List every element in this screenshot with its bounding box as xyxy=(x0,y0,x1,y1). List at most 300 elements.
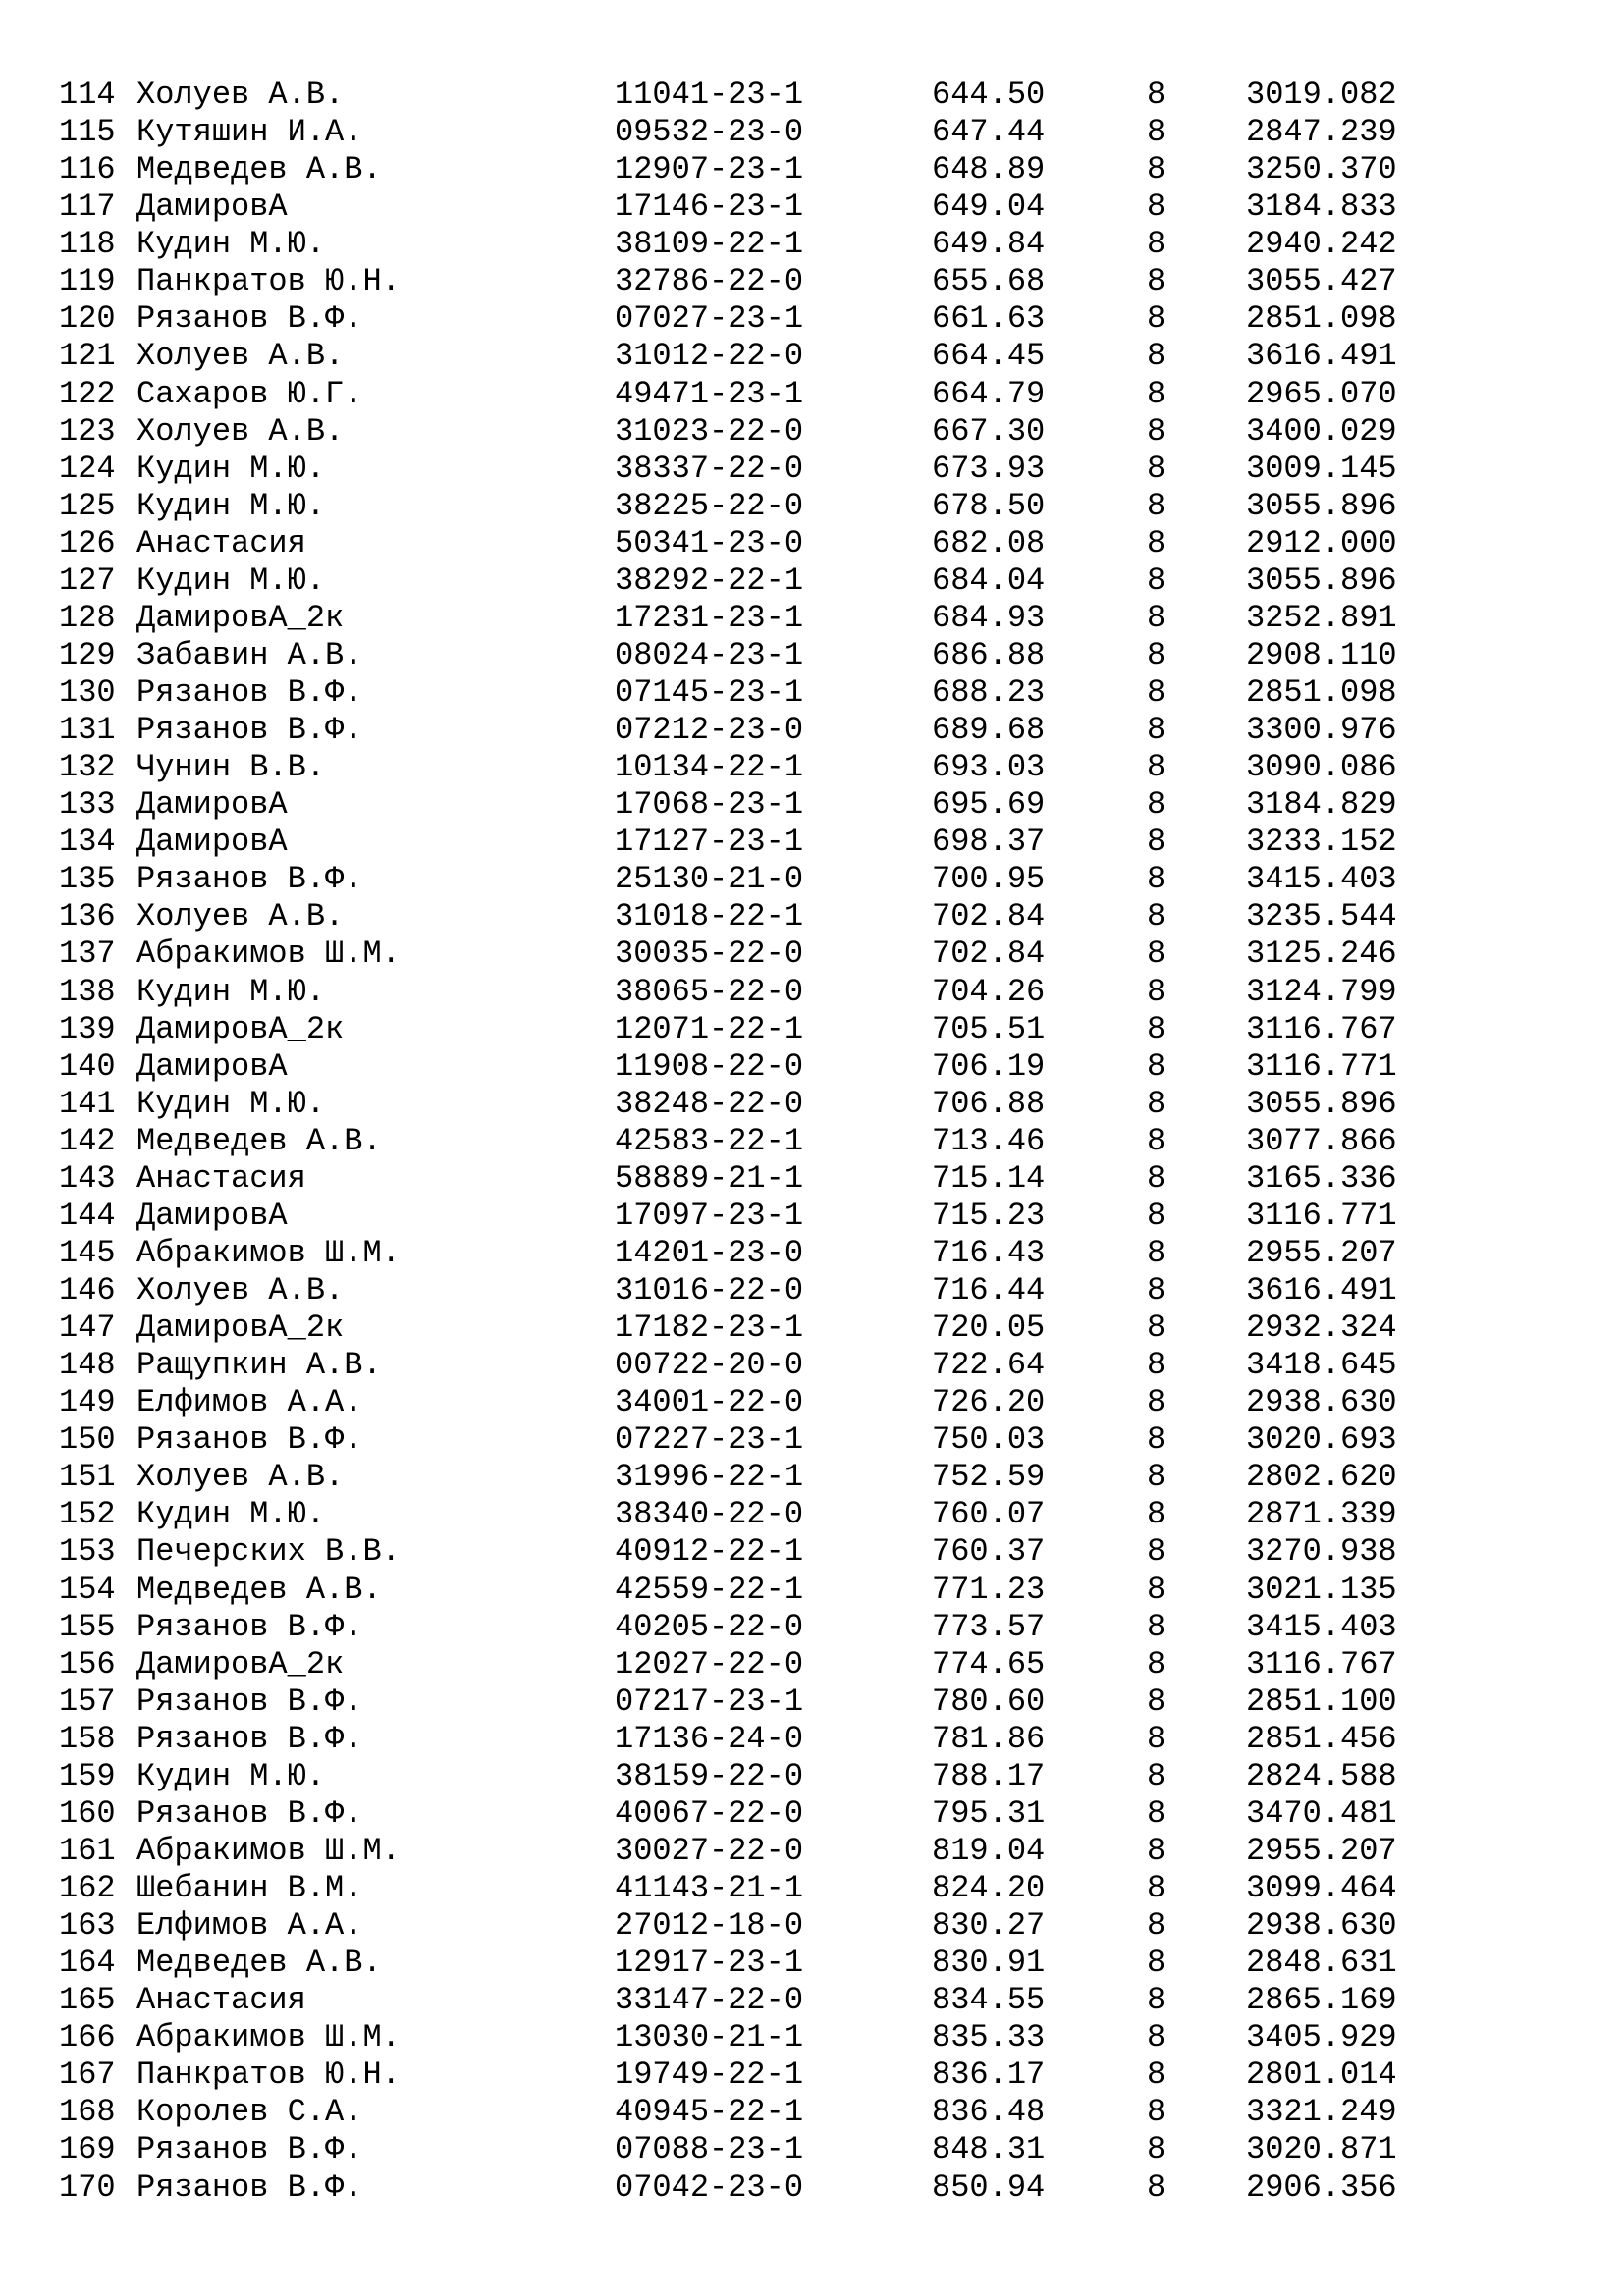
row-value: 715.14 xyxy=(932,1159,1046,1197)
list-item xyxy=(0,77,1624,114)
row-count: 8 xyxy=(1147,226,1166,263)
row-value: 649.84 xyxy=(932,226,1046,263)
list-item xyxy=(0,1646,1624,1683)
row-name: ДамировА_2к xyxy=(136,1645,345,1682)
row-name: ДамировА xyxy=(136,1047,288,1085)
row-name: Кудин М.Ю. xyxy=(136,561,326,599)
row-total: 2851.100 xyxy=(1246,1682,1397,1720)
list-item xyxy=(0,749,1624,786)
row-name: Медведев А.В. xyxy=(136,1122,382,1159)
row-value: 644.50 xyxy=(932,77,1046,113)
list-item xyxy=(0,1945,1624,1982)
row-count: 8 xyxy=(1147,973,1166,1010)
row-name: ДамировА xyxy=(136,786,288,824)
row-name: Кудин М.Ю. xyxy=(136,450,326,487)
row-number: 158 xyxy=(59,1720,116,1757)
row-code: 17146-23-1 xyxy=(615,188,804,226)
row-code: 42559-22-1 xyxy=(615,1571,804,1608)
row-number: 169 xyxy=(59,2131,116,2168)
row-name: Кудин М.Ю. xyxy=(136,1496,326,1533)
list-item xyxy=(0,1011,1624,1048)
list-item xyxy=(0,1982,1624,2019)
row-value: 695.69 xyxy=(932,786,1046,824)
list-item xyxy=(0,525,1624,562)
row-code: 41143-21-1 xyxy=(615,1870,804,1906)
row-count: 8 xyxy=(1147,487,1166,524)
row-count: 8 xyxy=(1147,1608,1166,1645)
row-count: 8 xyxy=(1147,1757,1166,1794)
list-item xyxy=(0,1533,1624,1571)
row-value: 649.04 xyxy=(932,188,1046,226)
row-value: 716.43 xyxy=(932,1234,1046,1271)
list-item xyxy=(0,600,1624,637)
row-code: 25130-21-0 xyxy=(615,861,804,898)
row-code: 12071-22-1 xyxy=(615,1010,804,1047)
row-number: 166 xyxy=(59,2019,116,2056)
row-total: 2851.456 xyxy=(1246,1720,1397,1757)
row-total: 2847.239 xyxy=(1246,114,1397,151)
row-count: 8 xyxy=(1147,1945,1166,1982)
row-code: 12917-23-1 xyxy=(615,1945,804,1982)
row-total: 2940.242 xyxy=(1246,226,1397,263)
row-number: 137 xyxy=(59,935,116,973)
row-value: 684.04 xyxy=(932,561,1046,599)
row-value: 689.68 xyxy=(932,712,1046,749)
list-item xyxy=(0,2169,1624,2207)
row-name: Рязанов В.Ф. xyxy=(136,1421,363,1459)
row-name: Рязанов В.Ф. xyxy=(136,2168,363,2206)
row-total: 3009.145 xyxy=(1246,450,1397,487)
row-total: 3300.976 xyxy=(1246,712,1397,749)
row-code: 07217-23-1 xyxy=(615,1682,804,1720)
row-count: 8 xyxy=(1147,1571,1166,1608)
list-item xyxy=(0,898,1624,935)
list-item xyxy=(0,2019,1624,2056)
row-count: 8 xyxy=(1147,1272,1166,1308)
row-code: 38159-22-0 xyxy=(615,1757,804,1794)
row-value: 684.93 xyxy=(932,599,1046,636)
row-code: 11041-23-1 xyxy=(615,77,804,113)
row-total: 2851.098 xyxy=(1246,674,1397,711)
row-number: 120 xyxy=(59,300,116,338)
row-value: 726.20 xyxy=(932,1384,1046,1421)
row-total: 3233.152 xyxy=(1246,824,1397,861)
row-count: 8 xyxy=(1147,561,1166,599)
row-code: 42583-22-1 xyxy=(615,1122,804,1159)
row-name: Рязанов В.Ф. xyxy=(136,300,363,338)
row-total: 3020.871 xyxy=(1246,2131,1397,2168)
row-value: 819.04 xyxy=(932,1832,1046,1869)
row-total: 3099.464 xyxy=(1246,1870,1397,1906)
row-value: 693.03 xyxy=(932,749,1046,786)
row-name: Рязанов В.Ф. xyxy=(136,712,363,749)
row-name: Медведев А.В. xyxy=(136,1571,382,1608)
row-total: 3116.767 xyxy=(1246,1010,1397,1047)
row-name: Кудин М.Ю. xyxy=(136,226,326,263)
row-number: 130 xyxy=(59,674,116,711)
row-name: Медведев А.В. xyxy=(136,151,382,188)
row-value: 752.59 xyxy=(932,1459,1046,1496)
list-item xyxy=(0,1870,1624,1907)
row-name: Кудин М.Ю. xyxy=(136,1085,326,1122)
row-number: 146 xyxy=(59,1272,116,1308)
row-total: 2851.098 xyxy=(1246,300,1397,338)
row-name: ДамировА xyxy=(136,824,288,861)
row-number: 151 xyxy=(59,1459,116,1496)
row-code: 38065-22-0 xyxy=(615,973,804,1010)
row-number: 142 xyxy=(59,1122,116,1159)
row-value: 830.91 xyxy=(932,1945,1046,1982)
list-item xyxy=(0,1123,1624,1160)
row-total: 3415.403 xyxy=(1246,861,1397,898)
row-count: 8 xyxy=(1147,2168,1166,2206)
row-count: 8 xyxy=(1147,712,1166,749)
row-count: 8 xyxy=(1147,2056,1166,2094)
row-code: 31012-22-0 xyxy=(615,338,804,375)
row-total: 3405.929 xyxy=(1246,2019,1397,2056)
row-value: 780.60 xyxy=(932,1682,1046,1720)
list-item xyxy=(0,1572,1624,1609)
row-value: 760.37 xyxy=(932,1533,1046,1571)
list-item xyxy=(0,861,1624,898)
row-total: 3235.544 xyxy=(1246,898,1397,935)
row-count: 8 xyxy=(1147,1085,1166,1122)
row-count: 8 xyxy=(1147,674,1166,711)
row-code: 40067-22-0 xyxy=(615,1794,804,1832)
row-count: 8 xyxy=(1147,1122,1166,1159)
list-item xyxy=(0,1758,1624,1795)
list-item xyxy=(0,151,1624,188)
row-total: 2938.630 xyxy=(1246,1907,1397,1945)
row-count: 8 xyxy=(1147,1832,1166,1869)
row-count: 8 xyxy=(1147,412,1166,450)
row-value: 760.07 xyxy=(932,1496,1046,1533)
row-total: 2955.207 xyxy=(1246,1832,1397,1869)
list-item xyxy=(0,488,1624,525)
row-count: 8 xyxy=(1147,1720,1166,1757)
list-item xyxy=(0,637,1624,674)
row-number: 153 xyxy=(59,1533,116,1571)
row-total: 3055.896 xyxy=(1246,561,1397,599)
row-name: Кудин М.Ю. xyxy=(136,1757,326,1794)
row-count: 8 xyxy=(1147,1159,1166,1197)
list-item xyxy=(0,1421,1624,1459)
row-number: 131 xyxy=(59,712,116,749)
row-code: 12907-23-1 xyxy=(615,151,804,188)
row-count: 8 xyxy=(1147,1794,1166,1832)
row-code: 17097-23-1 xyxy=(615,1197,804,1234)
row-name: Чунин В.В. xyxy=(136,749,326,786)
row-total: 3252.891 xyxy=(1246,599,1397,636)
row-code: 08024-23-1 xyxy=(615,636,804,673)
row-count: 8 xyxy=(1147,1197,1166,1234)
row-name: Холуев А.В. xyxy=(136,77,345,113)
row-value: 835.33 xyxy=(932,2019,1046,2056)
row-name: Королев С.А. xyxy=(136,2094,363,2131)
row-number: 141 xyxy=(59,1085,116,1122)
row-name: Холуев А.В. xyxy=(136,898,345,935)
list-item xyxy=(0,2094,1624,2131)
row-code: 31018-22-1 xyxy=(615,898,804,935)
row-name: Холуев А.В. xyxy=(136,1272,345,1308)
row-value: 722.64 xyxy=(932,1347,1046,1384)
row-number: 165 xyxy=(59,1982,116,2019)
row-code: 38248-22-0 xyxy=(615,1085,804,1122)
list-item xyxy=(0,935,1624,973)
row-number: 114 xyxy=(59,77,116,113)
row-count: 8 xyxy=(1147,263,1166,300)
row-code: 17231-23-1 xyxy=(615,599,804,636)
list-item xyxy=(0,1309,1624,1347)
row-count: 8 xyxy=(1147,375,1166,412)
row-name: Абракимов Ш.М. xyxy=(136,2019,401,2056)
row-count: 8 xyxy=(1147,1010,1166,1047)
row-value: 678.50 xyxy=(932,487,1046,524)
row-name: Холуев А.В. xyxy=(136,338,345,375)
row-total: 3090.086 xyxy=(1246,749,1397,786)
row-total: 2906.356 xyxy=(1246,2168,1397,2206)
row-value: 706.19 xyxy=(932,1047,1046,1085)
row-name: Рязанов В.Ф. xyxy=(136,1682,363,1720)
row-code: 09532-23-0 xyxy=(615,114,804,151)
row-number: 140 xyxy=(59,1047,116,1085)
row-number: 143 xyxy=(59,1159,116,1197)
row-name: ДамировА xyxy=(136,1197,288,1234)
row-code: 31996-22-1 xyxy=(615,1459,804,1496)
row-total: 3616.491 xyxy=(1246,1272,1397,1308)
row-number: 134 xyxy=(59,824,116,861)
row-value: 702.84 xyxy=(932,898,1046,935)
list-item xyxy=(0,974,1624,1011)
list-item xyxy=(0,300,1624,338)
row-code: 19749-22-1 xyxy=(615,2056,804,2094)
row-code: 13030-21-1 xyxy=(615,2019,804,2056)
row-value: 661.63 xyxy=(932,300,1046,338)
row-count: 8 xyxy=(1147,935,1166,973)
row-number: 115 xyxy=(59,114,116,151)
row-code: 31023-22-0 xyxy=(615,412,804,450)
list-item xyxy=(0,338,1624,375)
row-total: 2912.000 xyxy=(1246,524,1397,561)
row-total: 3321.249 xyxy=(1246,2094,1397,2131)
row-value: 688.23 xyxy=(932,674,1046,711)
row-value: 795.31 xyxy=(932,1794,1046,1832)
row-name: ДамировА xyxy=(136,188,288,226)
row-count: 8 xyxy=(1147,898,1166,935)
row-name: Абракимов Ш.М. xyxy=(136,1832,401,1869)
list-item xyxy=(0,226,1624,263)
row-name: Рязанов В.Ф. xyxy=(136,1720,363,1757)
row-value: 715.23 xyxy=(932,1197,1046,1234)
row-number: 124 xyxy=(59,450,116,487)
row-code: 38292-22-1 xyxy=(615,561,804,599)
row-value: 781.86 xyxy=(932,1720,1046,1757)
row-count: 8 xyxy=(1147,77,1166,113)
row-number: 133 xyxy=(59,786,116,824)
row-count: 8 xyxy=(1147,1047,1166,1085)
row-code: 50341-23-0 xyxy=(615,524,804,561)
list-item xyxy=(0,188,1624,226)
row-name: Анастасия xyxy=(136,524,306,561)
row-code: 30027-22-0 xyxy=(615,1832,804,1869)
row-count: 8 xyxy=(1147,2094,1166,2131)
list-item xyxy=(0,1347,1624,1384)
row-count: 8 xyxy=(1147,1682,1166,1720)
row-count: 8 xyxy=(1147,1870,1166,1906)
row-number: 152 xyxy=(59,1496,116,1533)
list-item xyxy=(0,1048,1624,1086)
row-value: 655.68 xyxy=(932,263,1046,300)
row-name: Печерских В.В. xyxy=(136,1533,401,1571)
row-total: 3616.491 xyxy=(1246,338,1397,375)
row-code: 33147-22-0 xyxy=(615,1982,804,2019)
row-count: 8 xyxy=(1147,524,1166,561)
row-code: 58889-21-1 xyxy=(615,1159,804,1197)
row-number: 155 xyxy=(59,1608,116,1645)
row-total: 3415.403 xyxy=(1246,1608,1397,1645)
row-value: 836.17 xyxy=(932,2056,1046,2094)
row-name: Кутяшин И.А. xyxy=(136,114,363,151)
row-number: 122 xyxy=(59,375,116,412)
row-name: Холуев А.В. xyxy=(136,412,345,450)
row-number: 121 xyxy=(59,338,116,375)
row-number: 168 xyxy=(59,2094,116,2131)
row-count: 8 xyxy=(1147,1982,1166,2019)
row-name: Медведев А.В. xyxy=(136,1945,382,1982)
row-count: 8 xyxy=(1147,749,1166,786)
row-total: 3400.029 xyxy=(1246,412,1397,450)
row-name: Рязанов В.Ф. xyxy=(136,861,363,898)
row-name: Рязанов В.Ф. xyxy=(136,1794,363,1832)
row-total: 3116.767 xyxy=(1246,1645,1397,1682)
row-name: Елфимов А.А. xyxy=(136,1907,363,1945)
row-number: 127 xyxy=(59,561,116,599)
row-name: Холуев А.В. xyxy=(136,1459,345,1496)
row-value: 720.05 xyxy=(932,1309,1046,1347)
row-code: 40205-22-0 xyxy=(615,1608,804,1645)
row-code: 07088-23-1 xyxy=(615,2131,804,2168)
row-code: 34001-22-0 xyxy=(615,1384,804,1421)
row-number: 154 xyxy=(59,1571,116,1608)
list-item xyxy=(0,2056,1624,2094)
row-number: 144 xyxy=(59,1197,116,1234)
row-number: 145 xyxy=(59,1234,116,1271)
row-code: 14201-23-0 xyxy=(615,1234,804,1271)
row-name: Анастасия xyxy=(136,1159,306,1197)
list-item xyxy=(0,1609,1624,1646)
row-count: 8 xyxy=(1147,2019,1166,2056)
row-code: 12027-22-0 xyxy=(615,1645,804,1682)
row-count: 8 xyxy=(1147,114,1166,151)
row-number: 161 xyxy=(59,1832,116,1869)
row-value: 716.44 xyxy=(932,1272,1046,1308)
row-total: 2824.588 xyxy=(1246,1757,1397,1794)
row-value: 850.94 xyxy=(932,2168,1046,2206)
row-count: 8 xyxy=(1147,1645,1166,1682)
list-item xyxy=(0,1683,1624,1721)
row-value: 698.37 xyxy=(932,824,1046,861)
row-number: 170 xyxy=(59,2168,116,2206)
row-total: 3055.427 xyxy=(1246,263,1397,300)
list-item xyxy=(0,1795,1624,1833)
row-name: ДамировА_2к xyxy=(136,1309,345,1347)
row-code: 07027-23-1 xyxy=(615,300,804,338)
row-number: 128 xyxy=(59,599,116,636)
row-total: 2802.620 xyxy=(1246,1459,1397,1496)
list-item xyxy=(0,114,1624,151)
row-value: 774.65 xyxy=(932,1645,1046,1682)
row-code: 17127-23-1 xyxy=(615,824,804,861)
row-value: 824.20 xyxy=(932,1870,1046,1906)
row-total: 3270.938 xyxy=(1246,1533,1397,1571)
row-code: 38340-22-0 xyxy=(615,1496,804,1533)
row-number: 118 xyxy=(59,226,116,263)
row-total: 3125.246 xyxy=(1246,935,1397,973)
row-count: 8 xyxy=(1147,636,1166,673)
row-count: 8 xyxy=(1147,2131,1166,2168)
row-value: 648.89 xyxy=(932,151,1046,188)
row-total: 3184.829 xyxy=(1246,786,1397,824)
row-value: 682.08 xyxy=(932,524,1046,561)
row-value: 771.23 xyxy=(932,1571,1046,1608)
row-number: 160 xyxy=(59,1794,116,1832)
row-count: 8 xyxy=(1147,1459,1166,1496)
row-name: Шебанин В.М. xyxy=(136,1870,363,1906)
row-value: 750.03 xyxy=(932,1421,1046,1459)
list-item xyxy=(0,1272,1624,1309)
row-code: 11908-22-0 xyxy=(615,1047,804,1085)
row-number: 123 xyxy=(59,412,116,450)
row-number: 116 xyxy=(59,151,116,188)
row-code: 07145-23-1 xyxy=(615,674,804,711)
list-item xyxy=(0,1907,1624,1945)
row-total: 3116.771 xyxy=(1246,1047,1397,1085)
row-code: 07227-23-1 xyxy=(615,1421,804,1459)
row-name: Ращупкин А.В. xyxy=(136,1347,382,1384)
row-total: 2848.631 xyxy=(1246,1945,1397,1982)
row-value: 830.27 xyxy=(932,1907,1046,1945)
row-total: 3019.082 xyxy=(1246,77,1397,113)
list-item xyxy=(0,1496,1624,1533)
row-value: 705.51 xyxy=(932,1010,1046,1047)
row-code: 38225-22-0 xyxy=(615,487,804,524)
row-number: 164 xyxy=(59,1945,116,1982)
row-count: 8 xyxy=(1147,861,1166,898)
row-count: 8 xyxy=(1147,786,1166,824)
list-item xyxy=(0,1721,1624,1758)
row-count: 8 xyxy=(1147,300,1166,338)
row-code: 32786-22-0 xyxy=(615,263,804,300)
row-code: 40912-22-1 xyxy=(615,1533,804,1571)
row-count: 8 xyxy=(1147,1234,1166,1271)
row-value: 788.17 xyxy=(932,1757,1046,1794)
row-number: 157 xyxy=(59,1682,116,1720)
row-name: Абракимов Ш.М. xyxy=(136,1234,401,1271)
row-name: ДамировА_2к xyxy=(136,1010,345,1047)
row-total: 2908.110 xyxy=(1246,636,1397,673)
row-value: 704.26 xyxy=(932,973,1046,1010)
row-number: 117 xyxy=(59,188,116,226)
row-value: 700.95 xyxy=(932,861,1046,898)
row-count: 8 xyxy=(1147,1533,1166,1571)
list-item xyxy=(0,1384,1624,1421)
row-number: 147 xyxy=(59,1309,116,1347)
row-name: Рязанов В.Ф. xyxy=(136,2131,363,2168)
row-value: 706.88 xyxy=(932,1085,1046,1122)
list-item xyxy=(0,1833,1624,1870)
row-count: 8 xyxy=(1147,1347,1166,1384)
row-code: 49471-23-1 xyxy=(615,375,804,412)
